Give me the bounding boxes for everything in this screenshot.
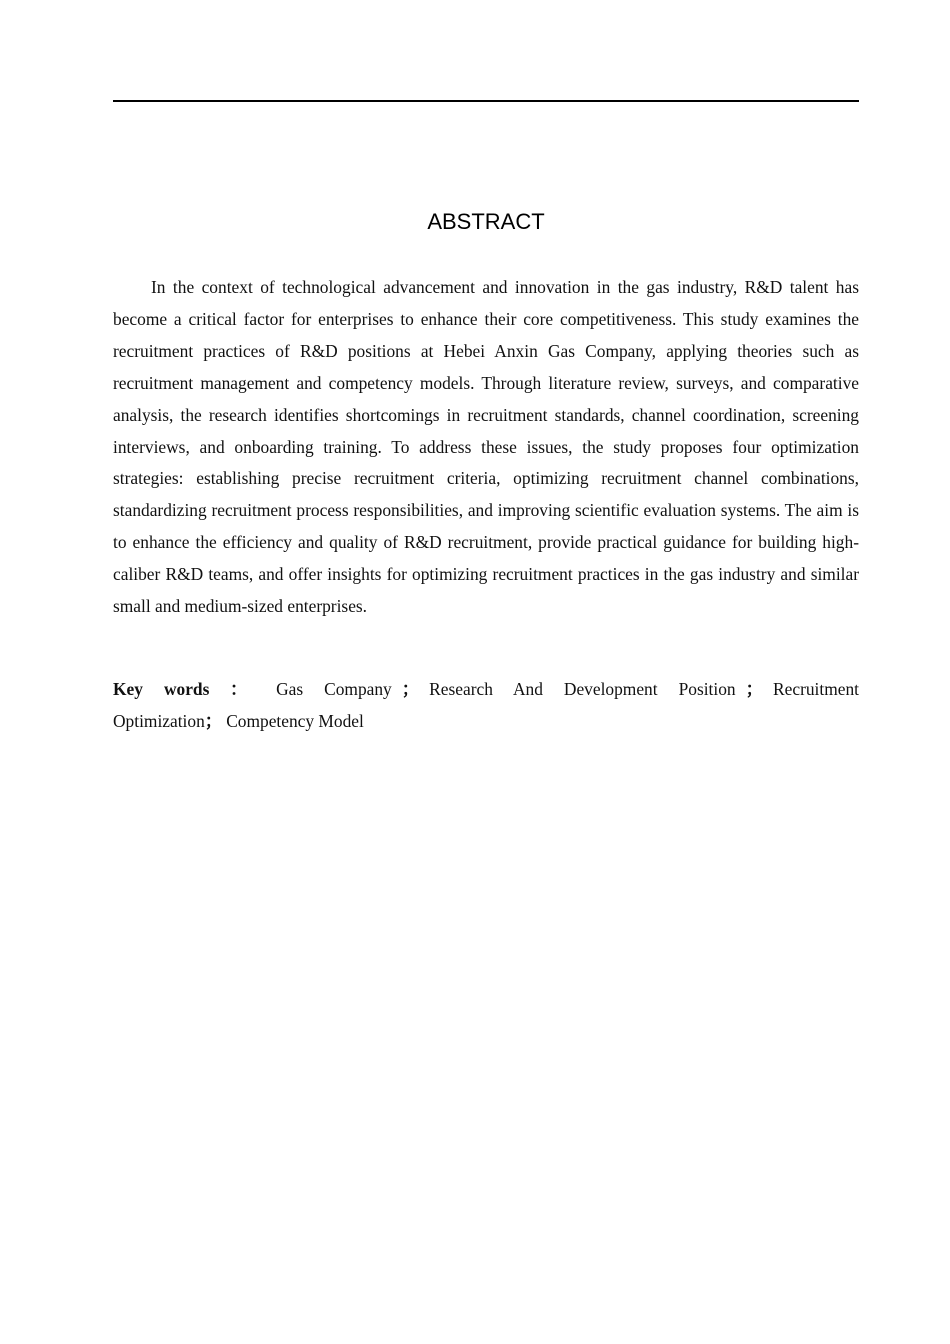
- keyword: Competency Model: [226, 710, 364, 731]
- keyword: Gas Company: [276, 679, 392, 699]
- keyword: Research And Development Position: [429, 679, 736, 699]
- keyword-separator: ；: [745, 679, 764, 699]
- keywords-line: [113, 674, 859, 738]
- keyword-separator: ；: [401, 679, 420, 699]
- keyword: Recruitment Optimization: [113, 679, 859, 731]
- header-rule: [113, 100, 859, 102]
- keywords-label-separator: ：: [213, 679, 265, 699]
- abstract-title: ABSTRACT: [427, 209, 545, 234]
- abstract-body: In the context of technological advancement and innovation in the gas industry, R&D talent has become a critical factor for enterprises to enhance their core competitiveness. This study examines the recruitment practices of R&D positions at Hebei Anxin Gas Company, applying theories such as recruitment management and competency models. Through literature review, surveys, and comparative analysis, the research identifies shortcomings in recruitment standards, channel coordination, screening interviews, and onboarding training. To address these issues, the study proposes four optimization strategies: establishing precise recruitment criteria, optimizing recruitment channel combinations, standardizing recruitment process responsibilities, and improving scientific evaluation systems. The aim is to enhance the efficiency and quality of R&D recruitment, provide practical guidance for building high-caliber R&D teams, and offer insights for optimizing recruitment practices in the gas industry and similar small and medium-sized enterprises.: [113, 277, 859, 617]
- keywords-label: Key words: [113, 679, 210, 699]
- keyword-separator: ；: [204, 710, 223, 731]
